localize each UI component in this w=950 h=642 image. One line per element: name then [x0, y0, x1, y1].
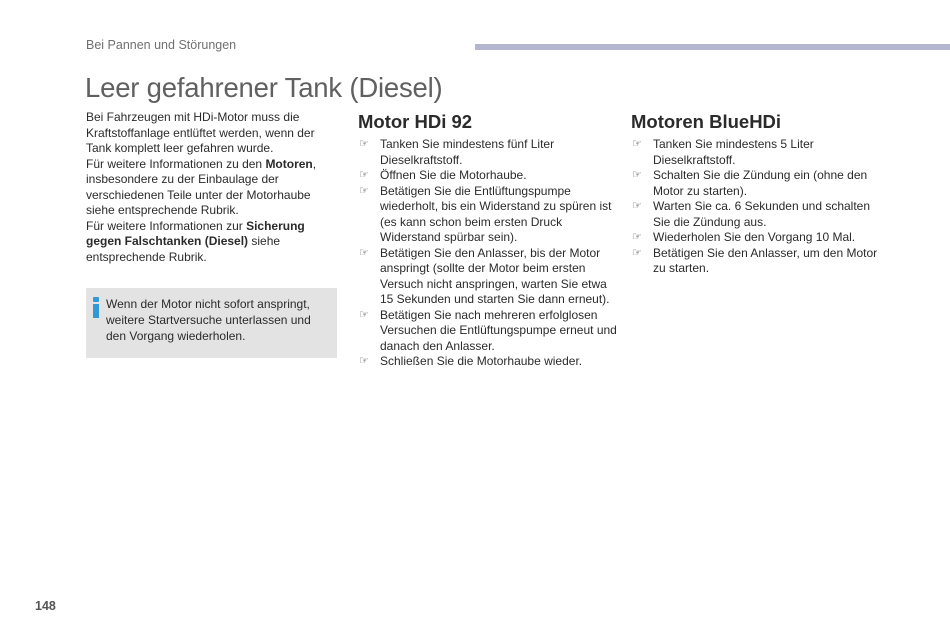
list-item: ☞ Tanken Sie mindestens fünf Liter Dieselkraftstoff.: [359, 137, 555, 167]
pointing-hand-icon: ☞: [359, 355, 369, 367]
list-item: ☞ Betätigen Sie den Anlasser, um den Motor zu starten.: [632, 245, 878, 275]
list-item: ☞ Betätigen Sie nach mehreren erfolglosen Versuchen die Entlüftungspumpe erneut und danach den Anlasser.: [359, 307, 617, 353]
pointing-hand-icon: ☞: [359, 138, 369, 150]
intro-paragraph-misfuel: Für weitere Informationen zur Sicherung gegen Falschtanken (Diesel) siehe entsprechende Rubrik.: [86, 218, 305, 264]
hdi-heading: Motor HDi 92: [358, 111, 473, 132]
info-icon: [92, 297, 100, 317]
pointing-hand-icon: ☞: [359, 169, 369, 181]
intro-text: [86, 110, 336, 265]
page-title: Leer gefahrener Tank (Diesel): [85, 72, 443, 103]
pointing-hand-icon: ☞: [359, 246, 369, 259]
pointing-hand-icon: ☞: [632, 169, 642, 181]
list-item: ☞ Schließen Sie die Motorhaube wieder.: [359, 354, 583, 368]
list-item: ☞ Öffnen Sie die Motorhaube.: [359, 168, 527, 182]
page-number: 148: [35, 599, 56, 613]
misfuel-reference: Sicherung gegen Falschtanken (Diesel): [86, 218, 305, 248]
pointing-hand-icon: ☞: [359, 184, 369, 197]
pointing-hand-icon: ☞: [632, 138, 642, 150]
list-item: ☞ Schalten Sie die Zündung ein (ohne den Motor zu starten).: [632, 168, 868, 198]
intro-paragraph-engines: Für weitere Informationen zu den Motoren, insbesondere zu der Einbaulage der verschiedenen Teile unter der Motorhaube siehe entsprechende Rubrik.: [86, 156, 317, 217]
bluehdi-steps-list: [631, 137, 886, 277]
info-box: [86, 288, 337, 358]
hdi-steps-list: [358, 137, 618, 370]
intro-paragraph: Bei Fahrzeugen mit HDi-Motor muss die Kraftstoffanlage entlüftet werden, wenn der Tank komplett leer gefahren wurde.: [86, 110, 315, 155]
bluehdi-heading: Motoren BlueHDi: [631, 111, 782, 132]
list-item: ☞ Betätigen Sie die Entlüftungspumpe wiederholt, bis ein Widerstand zu spüren ist (es kann schon beim ersten Druck Widerstand spürbar sein).: [359, 183, 612, 244]
header-bar: [475, 44, 950, 50]
pointing-hand-icon: ☞: [632, 231, 642, 243]
pointing-hand-icon: ☞: [632, 200, 642, 212]
engines-reference: Motoren: [265, 156, 313, 171]
list-item: ☞ Betätigen Sie den Anlasser, bis der Motor anspringt (sollte der Motor beim ersten Versuch nicht anspringen, warten Sie etwa 15 Sekunden und starten Sie dann erneut).: [359, 245, 610, 306]
list-item: ☞ Tanken Sie mindestens 5 Liter Dieselkraftstoff.: [632, 137, 814, 167]
list-item: ☞ Wiederholen Sie den Vorgang 10 Mal.: [632, 230, 856, 244]
pointing-hand-icon: ☞: [632, 246, 642, 259]
info-text: Wenn der Motor nicht sofort anspringt, weitere Startversuche unterlassen und den Vorgang wiederholen.: [106, 297, 311, 343]
section-label: Bei Pannen und Störungen: [86, 38, 237, 52]
list-item: ☞ Warten Sie ca. 6 Sekunden und schalten Sie die Zündung aus.: [632, 199, 871, 229]
pointing-hand-icon: ☞: [359, 308, 369, 321]
